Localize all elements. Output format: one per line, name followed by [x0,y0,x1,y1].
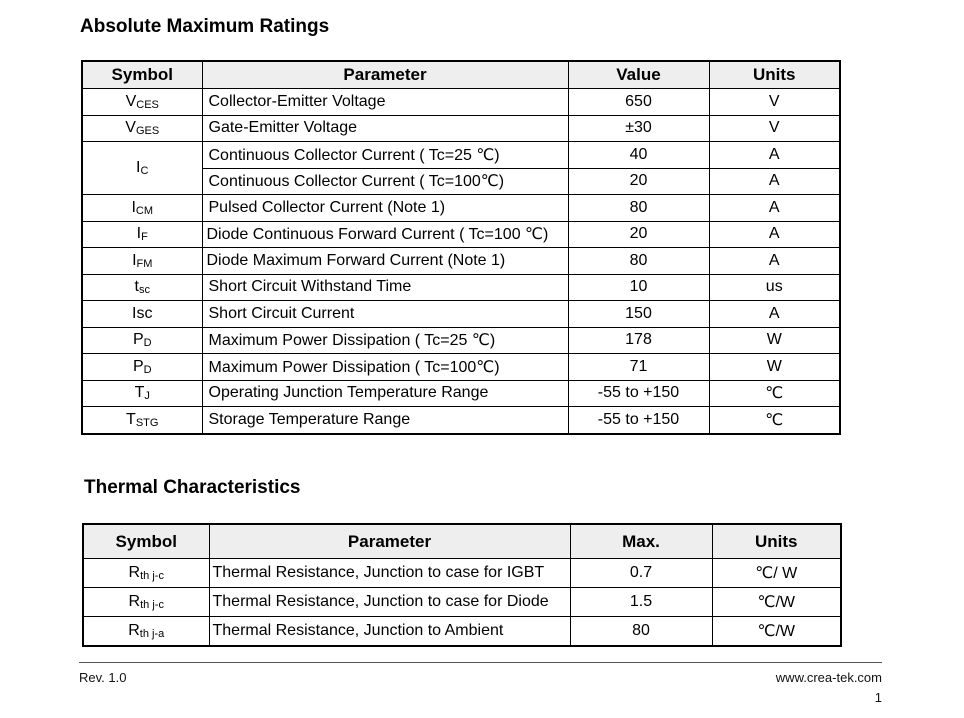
units-cell: us [709,274,840,301]
symbol-cell: $T_J$ [82,380,202,407]
parameter-cell: Short Circuit Withstand Time [202,274,568,301]
abs-max-title: Absolute Maximum Ratings [80,16,330,37]
parameter-cell: Pulsed Collector Current (Note 1) [202,195,568,222]
table-row [82,248,840,275]
table-row [82,274,840,301]
parameter-header: Parameter [209,524,570,559]
units-cell: A [709,221,840,248]
symbol-cell: $P_D$ [82,327,202,354]
symbol-cell: $I_F$ [82,221,202,248]
value-cell: 650 [568,89,709,116]
value-header: Value [568,61,709,89]
parameter-cell: Collector-Emitter Voltage [202,89,568,116]
thermal-characteristics-table [82,523,842,647]
parameter-cell: Short Circuit Current [202,301,568,328]
table-row [82,354,840,381]
symbol-header: Symbol [83,524,209,559]
table-row [83,617,841,647]
symbol-cell: $I_{FM}$ [82,248,202,275]
table-row [83,559,841,588]
absolute-maximum-ratings-table [81,60,841,435]
value-cell: 71 [568,354,709,381]
table-row [83,588,841,617]
parameter-cell: Thermal Resistance, Junction to case for IGBT [209,559,570,588]
value-cell: 40 [568,142,709,169]
value-cell: 150 [568,301,709,328]
table-row [82,327,840,354]
parameter-cell: Diode Continuous Forward Current ( Tc=100 ℃) [202,221,568,248]
max-header: Max. [570,524,712,559]
units-cell: ℃/W [712,588,841,617]
units-cell: W [709,327,840,354]
parameter-cell: Diode Maximum Forward Current (Note 1) [202,248,568,275]
units-cell: ℃ [709,407,840,434]
table-row [82,301,840,328]
thermal-title: Thermal Characteristics [84,477,301,498]
table-row [82,115,840,142]
parameter-cell: Operating Junction Temperature Range [202,380,568,407]
symbol-cell: $R_{th j-a}$ [83,617,209,647]
parameter-cell: Thermal Resistance, Junction to Ambient [209,617,570,647]
symbol-cell: $I_C$ [82,142,202,195]
symbol-cell: $V_{CES}$ [82,89,202,116]
parameter-cell: Continuous Collector Current ( Tc=100℃) [202,168,568,195]
page-number: 1 [874,690,882,705]
symbol-cell: $R_{th j-c}$ [83,559,209,588]
symbol-cell: $P_D$ [82,354,202,381]
revision-label: Rev. 1.0 [79,670,127,685]
table-header-row [83,524,841,559]
units-cell: V [709,89,840,116]
parameter-cell: Storage Temperature Range [202,407,568,434]
units-cell: A [709,168,840,195]
units-cell: A [709,142,840,169]
table-row [82,221,840,248]
value-cell: 20 [568,168,709,195]
symbol-cell: $R_{th j-c}$ [83,588,209,617]
value-cell: 0.7 [570,559,712,588]
parameter-cell: Maximum Power Dissipation ( Tc=25 ℃) [202,327,568,354]
value-cell: 80 [568,195,709,222]
value-cell: 1.5 [570,588,712,617]
units-header: Units [712,524,841,559]
value-cell: -55 to +150 [568,407,709,434]
table-row [82,142,840,169]
parameter-cell: Gate-Emitter Voltage [202,115,568,142]
value-cell: 80 [570,617,712,647]
table-row [82,195,840,222]
units-cell: A [709,248,840,275]
symbol-cell: $t_{sc}$ [82,274,202,301]
symbol-cell: Isc [82,301,202,328]
symbol-cell: $I_{CM}$ [82,195,202,222]
value-cell: 20 [568,221,709,248]
units-cell: ℃ [709,380,840,407]
symbol-header: Symbol [82,61,202,89]
value-cell: 10 [568,274,709,301]
units-cell: ℃/ W [712,559,841,588]
value-cell: ±30 [568,115,709,142]
units-cell: A [709,301,840,328]
value-cell: 80 [568,248,709,275]
units-cell: ℃/W [712,617,841,647]
units-cell: A [709,195,840,222]
table-row [82,89,840,116]
value-cell: -55 to +150 [568,380,709,407]
table-row [82,380,840,407]
units-cell: W [709,354,840,381]
parameter-cell: Continuous Collector Current ( Tc=25 ℃) [202,142,568,169]
footer-divider [79,662,882,663]
symbol-cell: $V_{GES}$ [82,115,202,142]
website-link[interactable]: www.crea-tek.com [775,670,882,685]
units-cell: V [709,115,840,142]
parameter-cell: Maximum Power Dissipation ( Tc=100℃) [202,354,568,381]
parameter-header: Parameter [202,61,568,89]
table-row [82,407,840,434]
value-cell: 178 [568,327,709,354]
units-header: Units [709,61,840,89]
parameter-cell: Thermal Resistance, Junction to case for Diode [209,588,570,617]
symbol-cell: $T_{STG}$ [82,407,202,434]
table-header-row [82,61,840,89]
